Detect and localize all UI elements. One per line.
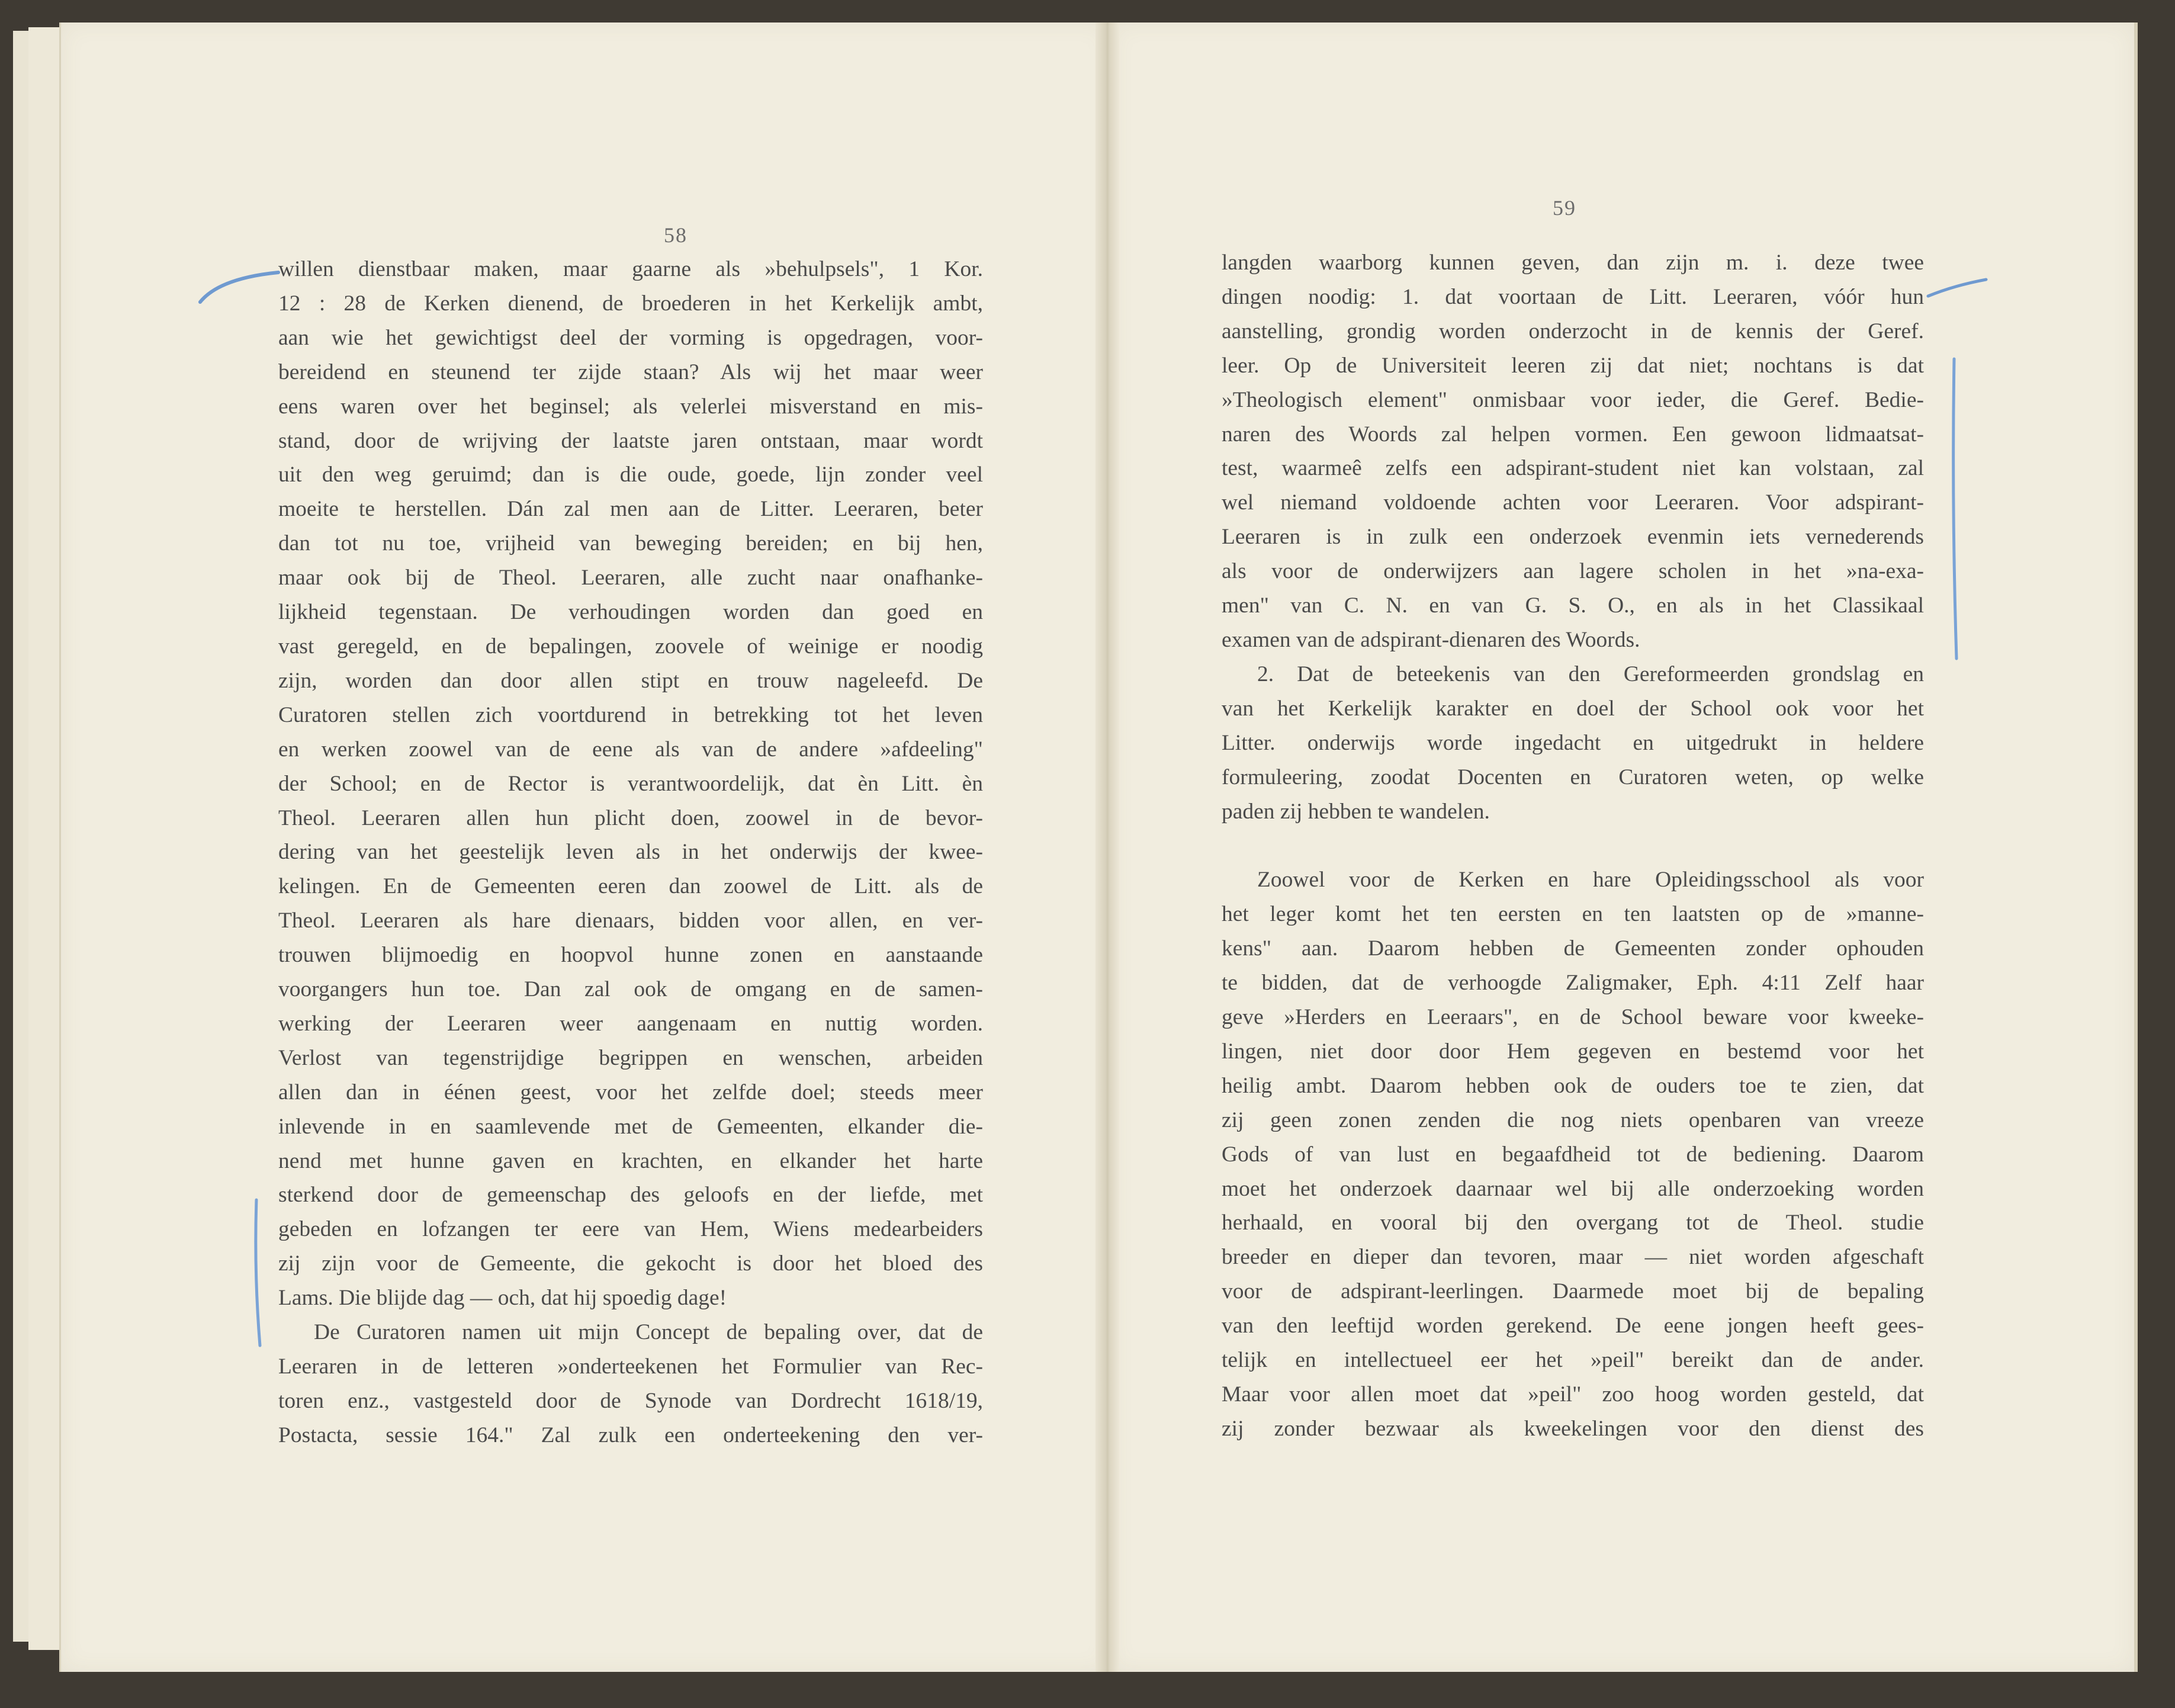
book-gutter bbox=[1095, 23, 1119, 1672]
text-line: zij geen zonen zenden die nog niets openbaren van vreeze bbox=[1222, 1107, 1924, 1132]
text-line: 2. Dat de beteekenis van den Gereformeerden grondslag en bbox=[1257, 662, 1924, 686]
text-line: als voor de onderwijzers aan lagere scholen in het »na-exa- bbox=[1222, 559, 1924, 584]
text-line: sterkend door de gemeenschap des geloofs en der liefde, met bbox=[278, 1183, 983, 1208]
text-line: telijk en intellectueel eer het »peil" bereikt dan de ander. bbox=[1222, 1348, 1924, 1373]
text-line: moet het onderzoek daarnaar wel bij alle onderzoeking worden bbox=[1222, 1176, 1924, 1201]
text-line: Zoowel voor de Kerken en hare Opleidingsschool als voor bbox=[1257, 868, 1924, 892]
text-line: lijkheid tegenstaan. De verhoudingen worden dan goed en bbox=[278, 600, 983, 625]
text-line: Litter. onderwijs worde ingedacht en uitgedrukt in heldere bbox=[1222, 730, 1924, 755]
text-line: heilig ambt. Daarom hebben ook de ouders toe te zien, dat bbox=[1222, 1073, 1924, 1098]
text-line: Theol. Leeraren als hare dienaars, bidden voor allen, en ver- bbox=[278, 908, 983, 933]
text-line: paden zij hebben te wandelen. bbox=[1222, 799, 1490, 824]
text-line: Leeraren is in zulk een onderzoek evenmin iets vernederends bbox=[1222, 525, 1924, 550]
text-line: Theol. Leeraren allen hun plicht doen, zoowel in de bevor- bbox=[278, 805, 983, 830]
text-line: examen van de adspirant-dienaren des Woords. bbox=[1222, 627, 1640, 652]
paragraph-gap bbox=[1222, 829, 1924, 863]
text-line: inlevende in en saamlevende met de Gemeenten, elkander die- bbox=[278, 1114, 983, 1139]
text-line: werking der Leeraren weer aangenaam en nuttig worden. bbox=[278, 1011, 983, 1036]
text-line: dering van het geestelijk leven als in het onderwijs der kwee- bbox=[278, 840, 983, 865]
text-line: eens waren over het beginsel; als velerlei misverstand en mis- bbox=[278, 394, 983, 419]
text-line: te bidden, dat de verhoogde Zaligmaker, Eph. 4:11 Zelf haar bbox=[1222, 971, 1924, 996]
text-line: Verlost van tegenstrijdige begrippen en wenschen, arbeiden bbox=[278, 1045, 983, 1070]
text-line: aanstelling, grondig worden onderzocht in de kennis der Geref. bbox=[1222, 319, 1924, 343]
text-line: en werken zoowel van de eene als van de andere »afdeeling" bbox=[278, 737, 983, 762]
text-line: gebeden en lofzangen ter eere van Hem, Wiens medearbeiders bbox=[278, 1217, 983, 1242]
text-line: dan tot nu toe, vrijheid van beweging bereiden; en bij hen, bbox=[278, 531, 983, 556]
text-line: langden waarborg kunnen geven, dan zijn m. i. deze twee bbox=[1222, 251, 1924, 275]
text-line: voorgangers hun toe. Dan zal ook de omgang en de samen- bbox=[278, 977, 983, 1002]
text-line: aan wie het gewichtigst deel der vorming is opgedragen, voor- bbox=[278, 325, 983, 350]
text-line: maar ook bij de Theol. Leeraren, alle zucht naar onafhanke- bbox=[278, 566, 983, 590]
text-line: »Theologisch element" onmisbaar voor ieder, die Geref. Bedie- bbox=[1222, 387, 1924, 412]
text-line: toren enz., vastgesteld door de Synode van Dordrecht 1618/19, bbox=[278, 1388, 983, 1413]
text-line: bereidend en steunend ter zijde staan? Als wij het maar weer bbox=[278, 359, 983, 384]
text-line: willen dienstbaar maken, maar gaarne als »behulpsels", 1 Kor. bbox=[278, 257, 983, 281]
right-page-text bbox=[1222, 246, 1924, 1446]
pencil-mark-bottom-left bbox=[246, 1196, 269, 1350]
text-line: Postacta, sessie 164." Zal zulk een onderteekening den ver- bbox=[278, 1423, 983, 1447]
text-line: nend met hunne gaven en krachten, en elkander het harte bbox=[278, 1148, 983, 1173]
text-line: 12 : 28 de Kerken dienend, de broederen in het Kerkelijk ambt, bbox=[278, 291, 983, 316]
text-line: allen dan in éénen geest, voor het zelfde doel; steeds meer bbox=[278, 1080, 983, 1105]
text-line: Curatoren stellen zich voortdurend in betrekking tot het leven bbox=[278, 702, 983, 727]
text-line: dingen noodig: 1. dat voortaan de Litt. Leeraren, vóór hun bbox=[1222, 284, 1924, 309]
text-line: uit den weg geruimd; dan is die oude, goede, lijn zonder veel bbox=[278, 463, 983, 487]
text-line: vast geregeld, en de bepalingen, zoovele of weinige er noodig bbox=[278, 634, 983, 659]
text-line: zij zonder bezwaar als kweekelingen voor den dienst des bbox=[1222, 1416, 1924, 1441]
text-line: van den leeftijd worden gerekend. De eene jongen heeft gees- bbox=[1222, 1314, 1924, 1338]
text-line: Lams. Die blijde dag — och, dat hij spoedig dage! bbox=[278, 1286, 727, 1311]
text-line: De Curatoren namen uit mijn Concept de bepaling over, dat de bbox=[314, 1320, 983, 1345]
text-line: test, waarmeê zelfs een adspirant-student niet kan volstaan, zal bbox=[1222, 456, 1924, 481]
text-line: men" van C. N. en van G. S. O., en als in het Classikaal bbox=[1222, 593, 1924, 618]
text-line: kens" aan. Daarom hebben de Gemeenten zonder ophouden bbox=[1222, 936, 1924, 961]
pencil-mark-top-right bbox=[1925, 272, 1990, 308]
page-number-right: 59 bbox=[1553, 196, 1576, 220]
text-line: der School; en de Rector is verantwoordelijk, dat èn Litt. èn bbox=[278, 771, 983, 796]
pencil-mark-top-left bbox=[195, 261, 284, 314]
text-line: van het Kerkelijk karakter en doel der School ook voor het bbox=[1222, 696, 1924, 721]
text-line: lingen, niet door door Hem gegeven en bestemd voor het bbox=[1222, 1039, 1924, 1064]
text-line: zijn, worden dan door allen stipt en trouw nageleefd. De bbox=[278, 668, 983, 693]
text-line: Maar voor allen moet dat »peil" zoo hoog worden gesteld, dat bbox=[1222, 1382, 1924, 1407]
text-line: breeder en dieper dan tevoren, maar — niet worden afgeschaft bbox=[1222, 1245, 1924, 1270]
text-line: Leeraren in de letteren »onderteekenen het Formulier van Rec- bbox=[278, 1354, 983, 1379]
text-line: het leger komt het ten eersten en ten laatsten op de »manne- bbox=[1222, 902, 1924, 927]
text-line: leer. Op de Universiteit leeren zij dat niet; nochtans is dat bbox=[1222, 353, 1924, 378]
left-page-text bbox=[278, 252, 983, 1453]
text-line: wel niemand voldoende achten voor Leeraren. Voor adspirant- bbox=[1222, 490, 1924, 515]
text-line: formuleering, zoodat Docenten en Curatoren weten, op welke bbox=[1222, 765, 1924, 789]
text-line: kelingen. En de Gemeenten eeren dan zoowel de Litt. als de bbox=[278, 874, 983, 899]
page-number-left: 58 bbox=[664, 223, 687, 247]
text-line: Gods of van lust en begaafdheid tot de bediening. Daarom bbox=[1222, 1142, 1924, 1167]
text-line: moeite te herstellen. Dán zal men aan de Litter. Leeraren, beter bbox=[278, 497, 983, 522]
text-line: zij zijn voor de Gemeente, die gekocht is door het bloed des bbox=[278, 1251, 983, 1276]
text-line: stand, door de wrijving der laatste jaren ontstaan, maar wordt bbox=[278, 428, 983, 453]
text-line: trouwen blijmoedig en hoopvol hunne zonen en aanstaande bbox=[278, 943, 983, 968]
text-line: geve »Herders en Leeraars", en de School beware voor kweeke- bbox=[1222, 1005, 1924, 1030]
text-line: naren des Woords zal helpen vormen. Een gewoon lidmaatsat- bbox=[1222, 422, 1924, 447]
text-line: voor de adspirant-leerlingen. Daarmede moet bij de bepaling bbox=[1222, 1279, 1924, 1304]
pencil-mark-right bbox=[1942, 355, 1966, 663]
text-line: herhaald, en vooral bij den overgang tot de Theol. studie bbox=[1222, 1211, 1924, 1235]
